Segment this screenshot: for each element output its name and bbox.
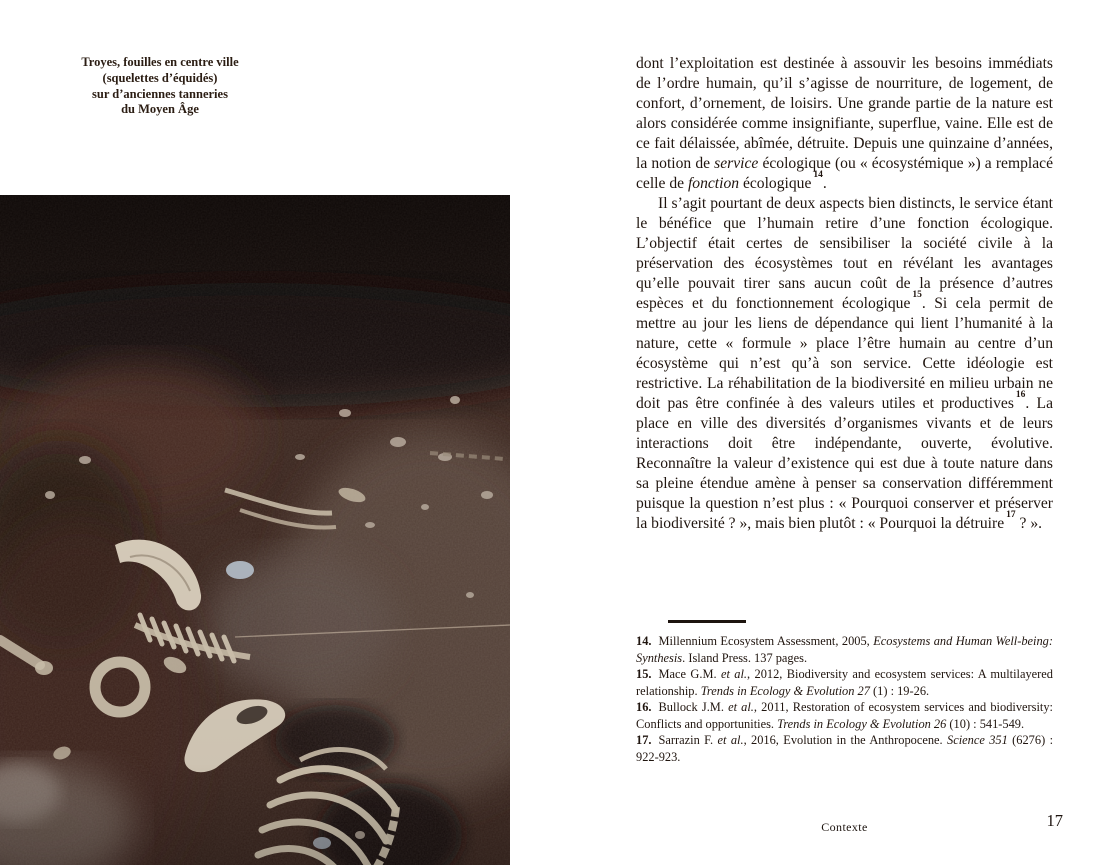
text-segment: fonction (687, 175, 740, 192)
text-segment: Bullock J.M. (658, 700, 729, 714)
text-segment: 14. (636, 634, 652, 648)
footnote-ref: 14 (813, 169, 823, 180)
text-segment: (6276) : 922-923. (636, 733, 1054, 764)
excavation-photo (0, 195, 510, 865)
text-segment: Science 351 (947, 733, 1008, 747)
text-segment: écologique (ou « écosystémique ») a remplacé celle de (636, 155, 1053, 192)
text-segment: et al. (728, 700, 754, 714)
text-segment: Il s’agit pourtant de deux aspects bien distincts, le service étant le bénéfice que l’humain retire d’une fonction écologique. L’objectif était certes de sensibiliser la société civile à la préservation des écosystèmes tout en révélant les avantages qu’elle pouvait tirer sans aucun coût de la présence d’autres espèces et du fonctionnement écologique (636, 195, 1053, 312)
footnote-ref: 16 (1015, 389, 1026, 400)
footnote (636, 699, 1053, 732)
text-segment: service (714, 155, 759, 172)
text-segment: , 2016, Evolution in the Anthropocene. (743, 733, 947, 747)
footnote-ref: 15 (912, 289, 922, 300)
text-segment: (1) : 19-26. (869, 683, 930, 698)
text-segment: ? ». (1015, 515, 1043, 532)
text-segment: écologique (739, 175, 812, 192)
excavation-photo-art (0, 195, 510, 865)
photo-caption-line: (squelettes d’équidés) (102, 70, 218, 85)
photo-caption (40, 55, 280, 118)
text-segment: Sarrazin F. (658, 733, 718, 747)
photo-caption-line: du Moyen Âge (121, 102, 199, 117)
text-segment: Trends in Ecology & Evolution 26 (777, 716, 947, 731)
body-paragraph (636, 194, 1053, 534)
text-segment: . Island Press. 137 pages. (682, 650, 808, 665)
photo-caption-line: Troyes, fouilles en centre ville (81, 55, 239, 69)
footnote (636, 633, 1053, 666)
footnotes-list (636, 633, 1053, 765)
footnote (636, 732, 1053, 765)
text-segment: 17. (636, 733, 652, 747)
text-segment: Trends in Ecology & Evolution 27 (700, 683, 870, 698)
body-paragraph (636, 54, 1053, 194)
text-segment: . (822, 175, 827, 192)
text-segment: et al. (717, 733, 744, 747)
text-segment: . Si cela permit de mettre au jour les liens de dépendance qui lient l’humanité à la nature, cette « formule » place l’être humain au centre d’un écosystème qui n’est qu’à son service. Cette idéologie est restrictive. La réhabilitation de la biodiversité en milieu urbain ne doit pas être confinée à des valeurs utiles et productives (636, 295, 1053, 412)
body-paragraphs (636, 54, 1053, 534)
text-segment: Mace G.M. (658, 667, 721, 681)
footnote-rule (668, 620, 746, 623)
text-segment: Millennium Ecosystem Assessment, 2005, (658, 634, 874, 648)
text-segment: Ecosystems and Human Well-being: Synthesis (636, 634, 1053, 665)
running-footer: Contexte (821, 820, 868, 834)
text-segment: 15. (636, 667, 652, 681)
text-segment: (10) : 541-549. (946, 716, 1025, 731)
text-segment: , 2011, Restoration of ecosystem services and biodiversity: Conflicts and opportunities. (636, 700, 1053, 731)
footnote-ref: 17 (1006, 509, 1016, 520)
text-segment: et al. (720, 667, 748, 681)
text-segment: dont l’exploitation est destinée à assouvir les besoins immédiats de l’ordre humain, qu’il s’agisse de nourriture, de logement, de confort, d’ornement, de loisirs. Une grande partie de la nature est alors considérée comme insignifiante, superflue, vaine. Elle est de ce fait délaissée, abîmée, détruite. Depuis une quinzaine d’années, la notion de (636, 55, 1053, 172)
page-number: 17 (1046, 811, 1063, 830)
footnote (636, 666, 1053, 699)
footnotes-block (636, 620, 1053, 765)
text-segment: 16. (636, 700, 652, 714)
photo-caption-line: sur d’anciennes tanneries (92, 86, 228, 101)
text-segment: , 2012, Biodiversity and ecosystem services: A multilayered relationship. (636, 667, 1053, 698)
text-segment: . La place en ville des diversités d’organismes vivants et de leurs interactions doit être indépendante, ouverte, évolutive. Reconnaître la valeur d’existence qui est due à toute nature dans sa pleine étendue amène à penser sa conservation différemment puisque la question n’est plus : « Pourquoi conserver et préserver la biodiversité ? », mais bien plutôt : « Pourquoi la détruire (636, 395, 1053, 532)
